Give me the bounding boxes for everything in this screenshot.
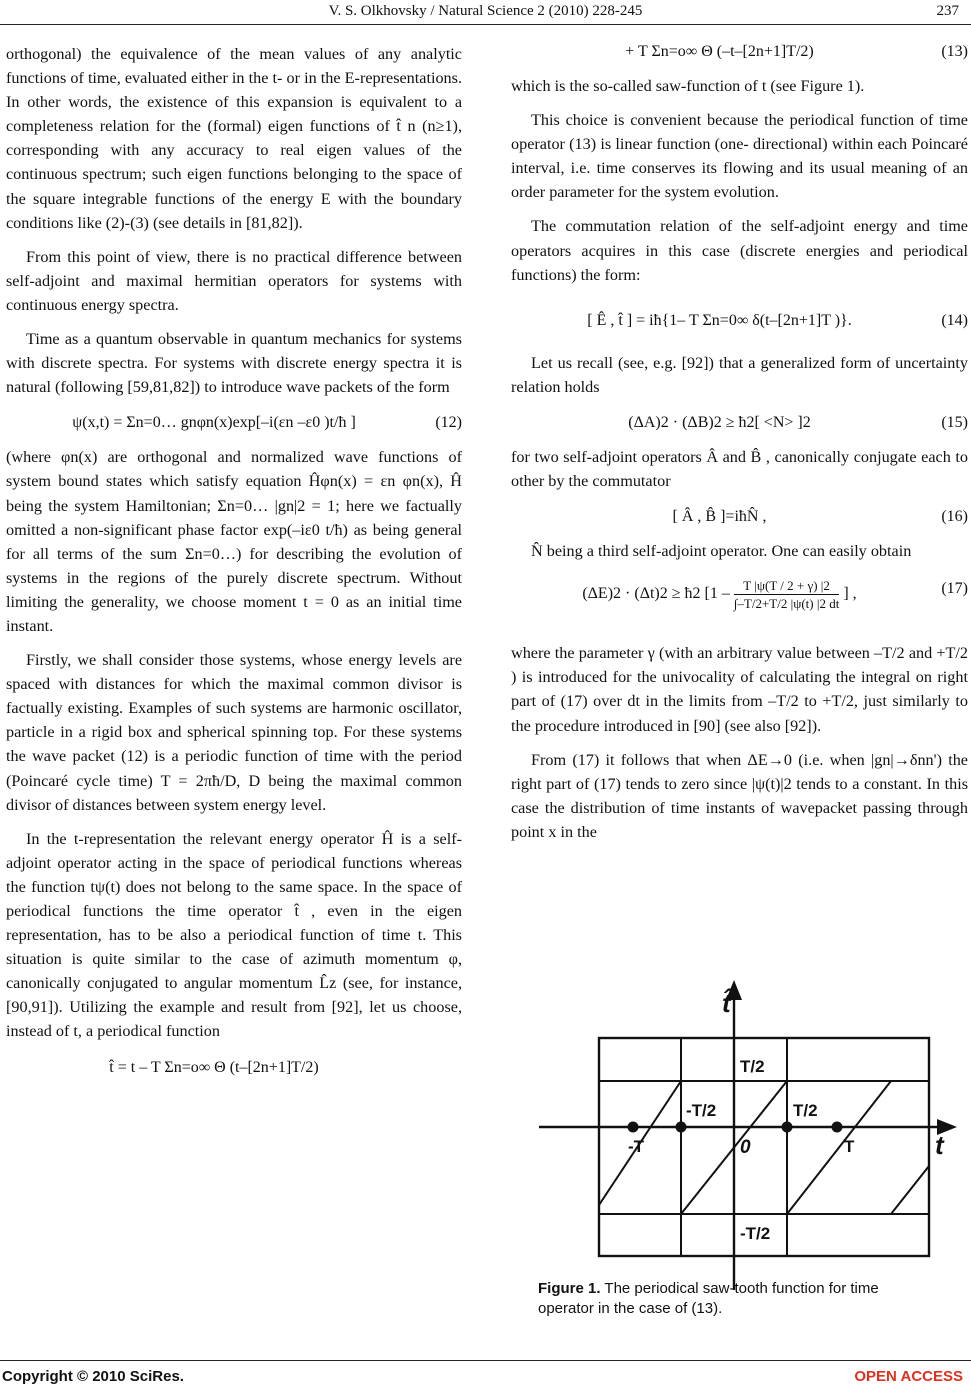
equation-13a-body: t̂ = t – T Σn=o∞ Θ (t–[2n+1]T/2) [109, 1058, 319, 1076]
page-footer [0, 1358, 971, 1388]
point-minus-half-T [676, 1122, 687, 1133]
equation-12-number: (12) [435, 414, 462, 432]
paragraph-no-practical-difference: From this point of view, there is no practical difference between self-adjoint and maximal hermitian operators for systems with continuous energy spectra. [6, 247, 462, 314]
open-access-label: OPEN ACCESS [854, 1368, 963, 1385]
right-column [511, 42, 968, 854]
left-column [6, 42, 462, 1090]
paragraph-from-17: From (17) it follows that when ΔE→0 (i.e. when |gn|→δnn') the right part of (17) tends to zero since |ψ(t)|2 tends to a constant. In this case the distribution of time instants of wavepacket passing through point x in the [511, 750, 968, 841]
figure-1 [511, 970, 968, 1330]
point-half-T [782, 1122, 793, 1133]
equation-13-first-line [6, 1044, 462, 1090]
paragraph-discrete-spectra: Time as a quantum observable in quantum mechanics for systems with discrete spectra. For systems with discrete energy spectra it is natural (following [59,81,82]) to introduce wave packets of the form [6, 330, 462, 397]
paragraph-two-operators: for two self-adjoint operators Â and B̂ , canonically conjugate each to other by the commutator [511, 447, 968, 491]
label-T: T [844, 1137, 855, 1156]
paragraph-commutation: The commutation relation of the self-adjoint energy and time operators acquires in this case (discrete energies and periodical functions) the form: [511, 217, 968, 284]
header-rule [0, 24, 971, 25]
paragraph-gamma: where the parameter γ (with an arbitrary value between –T/2 and +T/2 ) is introduced for the univocality of calculating the integral on right part of (17) over dt in the limits from –T/2 to +T/2, just similarly to the procedure introduced in [90] (see also [92]). [511, 644, 968, 735]
point-T [832, 1122, 843, 1133]
equation-17 [511, 563, 968, 641]
label-minus-T: -T [628, 1137, 645, 1156]
equation-17-denominator: ∫–T/2+T/2 |ψ(t) |2 dt [733, 596, 840, 612]
equation-15-body: (ΔA)2 · (ΔB)2 ≥ ħ2[ <N> ]2 [628, 413, 811, 431]
figure-caption [538, 1279, 938, 1319]
equation-14-number: (14) [941, 311, 968, 329]
running-title: V. S. Olkhovsky / Natural Science 2 (2010) 228-245 [328, 3, 643, 19]
paragraph-third-operator: N̂ being a third self-adjoint operator. One can easily obtain [531, 542, 912, 561]
label-t-hat: t̂ [722, 988, 731, 1018]
equation-17-right: ] , [843, 585, 857, 603]
equation-17-numerator: T |ψ(T / 2 + γ) |2 [734, 577, 839, 595]
equation-13-second-line [511, 28, 968, 74]
paragraph-saw-function: which is the so-called saw-function of t (see Figure 1). [511, 77, 865, 95]
paragraph-convenient-choice: This choice is convenient because the periodical function of time operator (13) is linear function (one- directional) within each Poincaré interval, i.e. time conserves its flowing and its usual meaning of an order parameter for the system evolution. [511, 111, 968, 202]
label-zero: 0 [740, 1137, 751, 1158]
paragraph-continuation: orthogonal) the equivalence of the mean values of any analytic functions of time, evaluated either in the t- or in the E-representations. In other words, the existence of this expansion is equivalent to a completeness relation for the (formal) eigen functions of t̂ n (n≥1), corresponding with any accuracy to real eigen values of the continuous spectrum; such eigen functions belonging to the space of the square integrable functions of the energy E with the boundary conditions like (2)-(3) (see details in [81,82]). [6, 45, 462, 232]
equation-13-number: (13) [941, 43, 968, 60]
equation-16-body: [ Â , B̂ ]=iħN̂ , [672, 508, 767, 526]
paragraph-uncertainty: Let us recall (see, e.g. [92]) that a generalized form of uncertainty relation holds [511, 353, 968, 396]
paragraph-where-phi: (where φn(x) are orthogonal and normalized wave functions of system bound states which satisfy equation Ĥφn(x) = εn φn(x), Ĥ being the system Hamiltonian; Σn=0… |gn|2 = 1; here we factually omitted a non-significant phase factor exp(–iε0 t/ħ) as being general for all terms of the sum Σn=0…) for describing the evolution of systems in the regions of the purely discrete spectrum. Without limiting the generality, we choose moment t = 0 as an initial time instant. [6, 448, 462, 635]
equation-16 [511, 493, 968, 539]
sawtooth-segment-4 [891, 1166, 929, 1214]
point-minus-T [628, 1122, 639, 1133]
equation-17-fraction [734, 577, 839, 612]
caption-label: Figure 1. [538, 1280, 601, 1297]
equation-16-number: (16) [941, 508, 968, 526]
equation-15-number: (15) [941, 413, 968, 431]
equation-15 [511, 399, 968, 445]
copyright: Copyright © 2010 SciRes. [2, 1368, 184, 1385]
equation-17-number: (17) [941, 580, 968, 598]
equation-14-body: [ Ê , t̂ ] = iħ{1– T Σn=0∞ δ(t–[2n+1]T )}. [587, 311, 852, 329]
label-T2-top: T/2 [740, 1057, 765, 1076]
label-minus-T2-bottom: -T/2 [740, 1224, 771, 1243]
paragraph-periodic-systems: Firstly, we shall consider those systems, whose energy levels are spaced with distances for which the maximal common divisor is factually existing. Examples of such systems are harmonic oscillator, particle in a rigid box and spherical spinning top. For these systems the wave packet (12) is a periodic function of time with the period (Poincaré cycle time) T = 2πħ/D, D being the maximal common divisor of distances between system energy level. [6, 651, 462, 814]
equation-12-body: ψ(x,t) = Σn=0… gnφn(x)exp[–i(εn –ε0 )t/ħ ] [72, 414, 356, 432]
equation-12 [6, 399, 462, 445]
equation-13b-body: + T Σn=o∞ Θ (–t–[2n+1]T/2) [625, 43, 814, 60]
label-minus-T2-mid: -T/2 [686, 1101, 717, 1120]
sawtooth-plot [511, 970, 968, 1290]
running-header [0, 0, 971, 26]
paragraph-t-representation: In the t-representation the relevant energy operator Ĥ is a self-adjoint operator acting in the space of periodical functions whereas the function tψ(t) does not belong to the same space. In the space of periodical functions the time operator t̂ , even in the eigen representation, has to be also a periodical function of time t. This situation is quite similar to the case of azimuth momentum φ, canonically conjugated to angular momentum L̂z (see, for instance, [90,91]). Utilizing the example and result from [92], let us choose, instead of t, a periodical function [6, 829, 462, 1041]
equation-14 [511, 287, 968, 351]
page-number: 237 [936, 3, 959, 19]
equation-17-left: (ΔE)2 · (Δt)2 ≥ ħ2 [1 – [582, 585, 730, 603]
footer-rule [0, 1360, 971, 1361]
caption-text: The periodical saw-tooth function for time operator in the case of (13). [538, 1280, 879, 1317]
label-T2-mid: T/2 [793, 1101, 818, 1120]
label-t: t [935, 1130, 944, 1160]
